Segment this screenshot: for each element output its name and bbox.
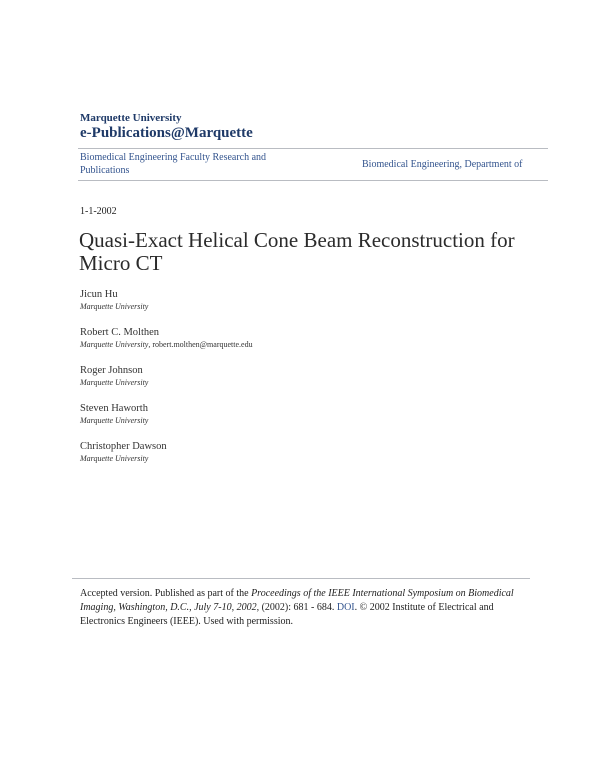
- affiliation-text: Marquette University: [80, 378, 149, 387]
- publication-note: [80, 587, 530, 629]
- author-entry: [80, 402, 550, 426]
- collection-link[interactable]: Biomedical Engineering Faculty Research and Publications: [80, 152, 267, 176]
- affiliation-text: Marquette University: [80, 454, 149, 463]
- publication-date: 1-1-2002: [80, 206, 117, 217]
- author-name: Jicun Hu: [80, 289, 118, 300]
- author-list: [80, 288, 550, 478]
- affiliation-text: Marquette University: [80, 302, 149, 311]
- footnote-suffix: . © 2002 Institute of Electrical and Electronics Engineers (IEEE). Used with permission.: [80, 602, 494, 627]
- footnote-pages: (2002): 681 - 684.: [259, 602, 337, 613]
- institution-name[interactable]: Marquette University: [80, 112, 182, 124]
- collection-top-divider: [78, 148, 548, 149]
- author-affiliation: [80, 377, 550, 388]
- author-name: Christopher Dawson: [80, 441, 167, 452]
- author-affiliation: [80, 453, 550, 464]
- author-name: Robert C. Molthen: [80, 327, 160, 338]
- author-entry: [80, 364, 550, 388]
- author-affiliation: [80, 301, 550, 312]
- repository-name[interactable]: e-Publications@Marquette: [80, 125, 253, 141]
- author-entry: [80, 326, 550, 350]
- author-affiliation: [80, 339, 550, 350]
- collection-bottom-divider: [78, 180, 548, 181]
- department-link[interactable]: Biomedical Engineering, Department of: [362, 159, 523, 170]
- institution-header: [80, 112, 253, 142]
- proceedings-title: Proceedings of the IEEE International Symposium on Biomedical Imaging, Washington, D.C., July 7-10, 2002,: [80, 588, 514, 613]
- author-name: Roger Johnson: [80, 365, 143, 376]
- author-email[interactable]: , robert.molthen@marquette.edu: [148, 340, 253, 349]
- footnote-divider: [72, 578, 530, 579]
- footnote-prefix: Accepted version. Published as part of the: [80, 588, 252, 599]
- author-entry: [80, 288, 550, 312]
- author-entry: [80, 440, 550, 464]
- paper-title: Quasi-Exact Helical Cone Beam Reconstruction for Micro CT: [79, 228, 515, 275]
- author-affiliation: [80, 415, 550, 426]
- affiliation-text: Marquette University: [80, 416, 149, 425]
- doi-link[interactable]: DOI: [336, 602, 355, 613]
- affiliation-text: Marquette University: [80, 340, 149, 349]
- author-name: Steven Haworth: [80, 403, 148, 414]
